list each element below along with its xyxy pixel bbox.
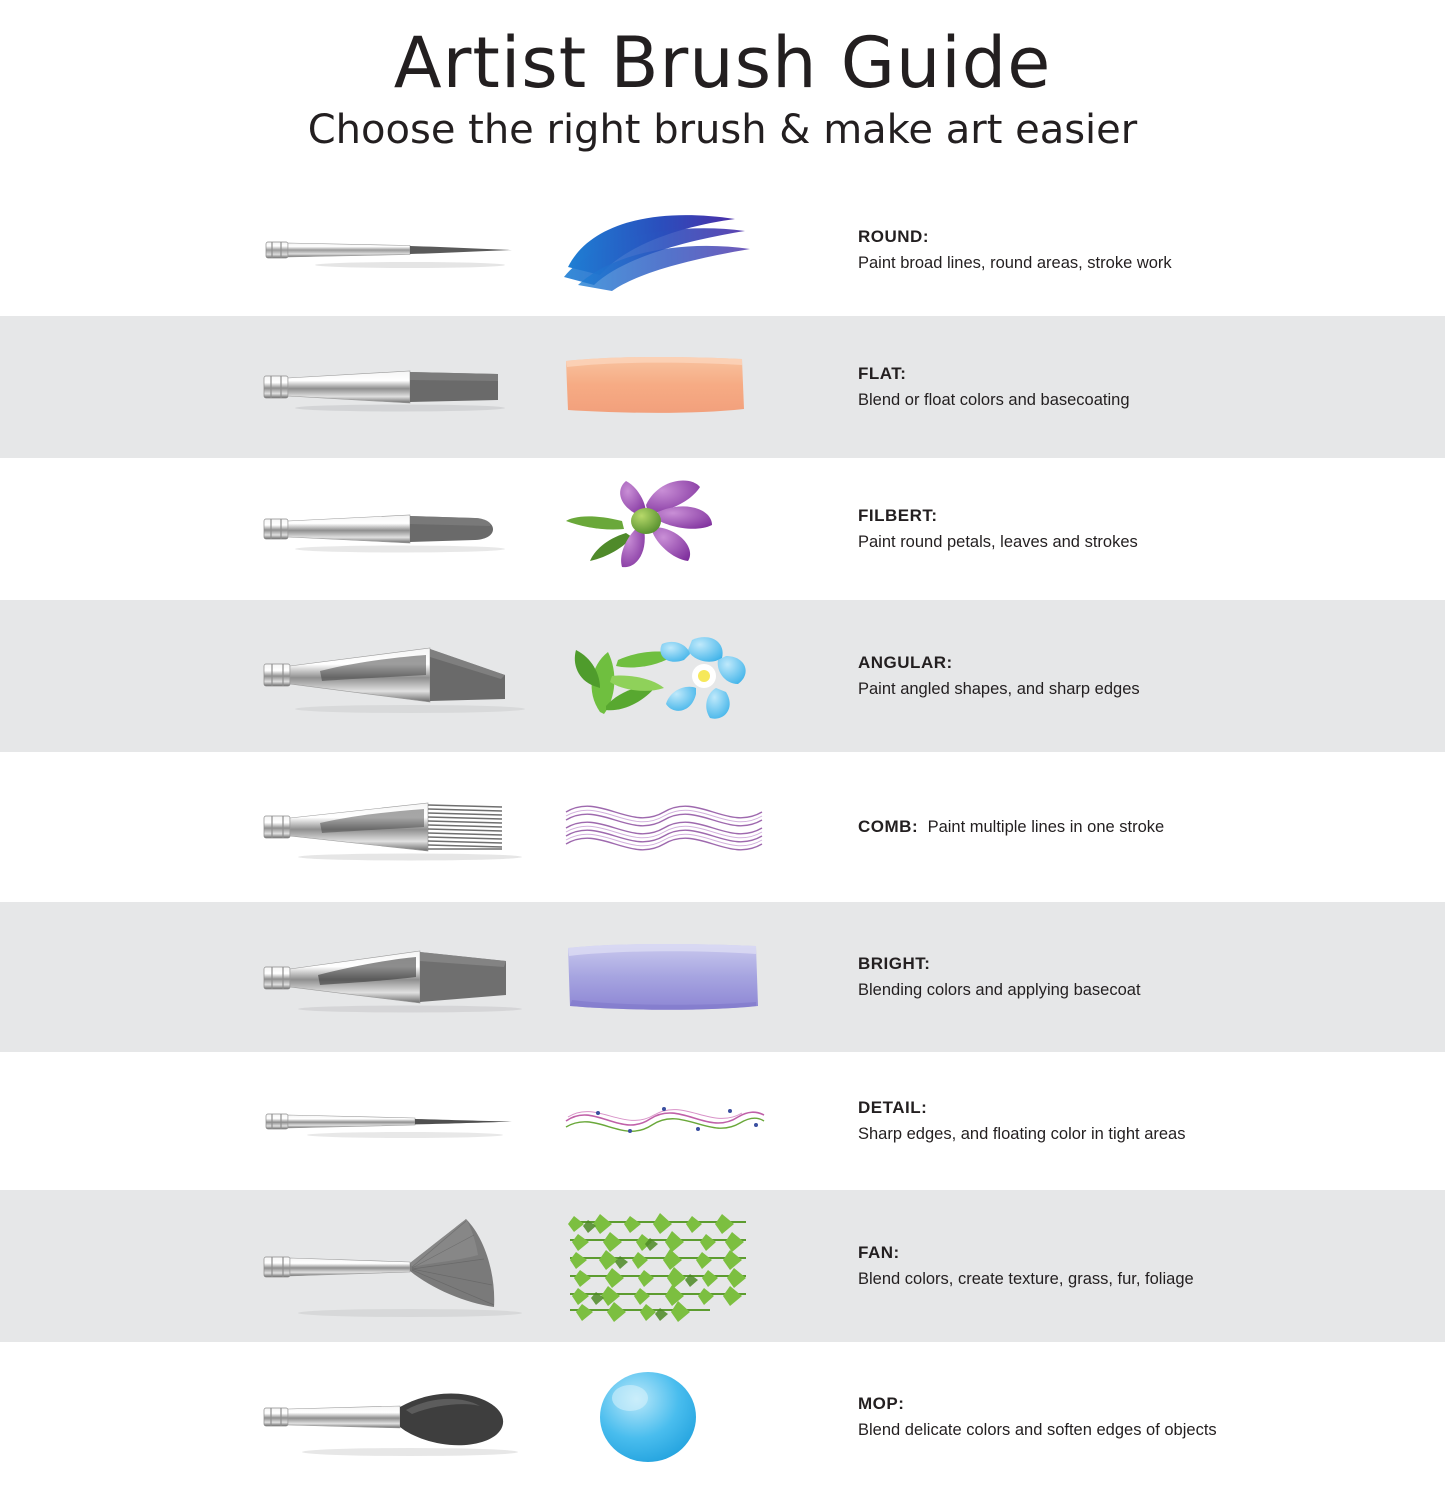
table-row: [0, 1052, 1445, 1190]
brush-image-cell: [0, 1190, 560, 1342]
brush-image-cell: [0, 458, 560, 600]
blue-swoosh-swatch: [560, 205, 790, 295]
page-subtitle: Choose the right brush & make art easier: [307, 106, 1138, 153]
detail-brush-icon: [260, 1091, 550, 1151]
swatch-cell: [560, 1342, 850, 1492]
brush-name: FLAT:: [858, 363, 907, 383]
table-row: [0, 184, 1445, 316]
brush-name: FAN:: [858, 1242, 900, 1262]
swatch-cell: [560, 1190, 850, 1342]
table-row: [0, 1190, 1445, 1342]
table-row: [0, 316, 1445, 458]
comb-brush-icon: [260, 787, 550, 867]
purple-flower-swatch: [560, 469, 760, 589]
brush-description: Blending colors and applying basecoat: [858, 980, 1141, 999]
brush-description: Sharp edges, and floating color in tight areas: [858, 1124, 1186, 1143]
brush-name: FILBERT:: [858, 505, 938, 525]
peach-block-swatch: [560, 347, 760, 427]
mop-brush-icon: [260, 1372, 550, 1462]
brush-image-cell: [0, 752, 560, 902]
purple-waves-swatch: [560, 782, 770, 872]
green-foliage-swatch: [560, 1206, 770, 1326]
brush-description: Paint round petals, leaves and strokes: [858, 532, 1138, 551]
brush-image-cell: [0, 316, 560, 458]
brush-text-cell: [850, 227, 1445, 273]
blue-circle-swatch: [560, 1362, 740, 1472]
brush-name: MOP:: [858, 1393, 905, 1413]
table-row: [0, 458, 1445, 600]
brush-text-cell: [850, 954, 1445, 1000]
brush-description: Paint angled shapes, and sharp edges: [858, 679, 1140, 698]
swatch-cell: [560, 316, 850, 458]
brush-name: ROUND:: [858, 226, 929, 246]
angular-brush-icon: [260, 631, 550, 721]
brush-image-cell: [0, 902, 560, 1052]
table-row: [0, 1342, 1445, 1492]
brush-text-cell: [850, 1394, 1445, 1440]
brush-text-cell: [850, 1098, 1445, 1144]
brush-image-cell: [0, 1342, 560, 1492]
flat-brush-icon: [260, 352, 550, 422]
swatch-cell: [560, 184, 850, 316]
brush-text-cell: [850, 364, 1445, 410]
page-header: [0, 0, 1445, 152]
brush-text-cell: [850, 653, 1445, 699]
thin-squiggle-swatch: [560, 1091, 770, 1151]
brush-text-cell: [850, 817, 1445, 837]
fan-brush-icon: [260, 1211, 550, 1321]
brush-row-list: [0, 184, 1445, 1492]
brush-description: Blend or float colors and basecoating: [858, 390, 1130, 409]
filbert-brush-icon: [260, 494, 550, 564]
swatch-cell: [560, 1052, 850, 1190]
swatch-cell: [560, 458, 850, 600]
bright-brush-icon: [260, 937, 550, 1017]
brush-name: ANGULAR:: [858, 652, 953, 672]
swatch-cell: [560, 752, 850, 902]
brush-name: DETAIL:: [858, 1097, 928, 1117]
swatch-cell: [560, 600, 850, 752]
brush-name: BRIGHT:: [858, 953, 931, 973]
table-row: [0, 752, 1445, 902]
brush-name: COMB:: [858, 816, 919, 836]
brush-description: Blend delicate colors and soften edges of objects: [858, 1420, 1217, 1439]
page-title: Artist Brush Guide: [393, 22, 1052, 104]
blue-flower-swatch: [560, 616, 780, 736]
table-row: [0, 600, 1445, 752]
brush-text-cell: [850, 506, 1445, 552]
brush-image-cell: [0, 600, 560, 752]
brush-text-cell: [850, 1243, 1445, 1289]
swatch-cell: [560, 902, 850, 1052]
brush-description: Blend colors, create texture, grass, fur, foliage: [858, 1269, 1194, 1288]
brush-description: Paint multiple lines in one stroke: [927, 817, 1165, 836]
lavender-block-swatch: [560, 932, 770, 1022]
brush-description: Paint broad lines, round areas, stroke work: [858, 253, 1172, 272]
brush-image-cell: [0, 1052, 560, 1190]
round-brush-icon: [260, 220, 550, 280]
table-row: [0, 902, 1445, 1052]
brush-image-cell: [0, 184, 560, 316]
